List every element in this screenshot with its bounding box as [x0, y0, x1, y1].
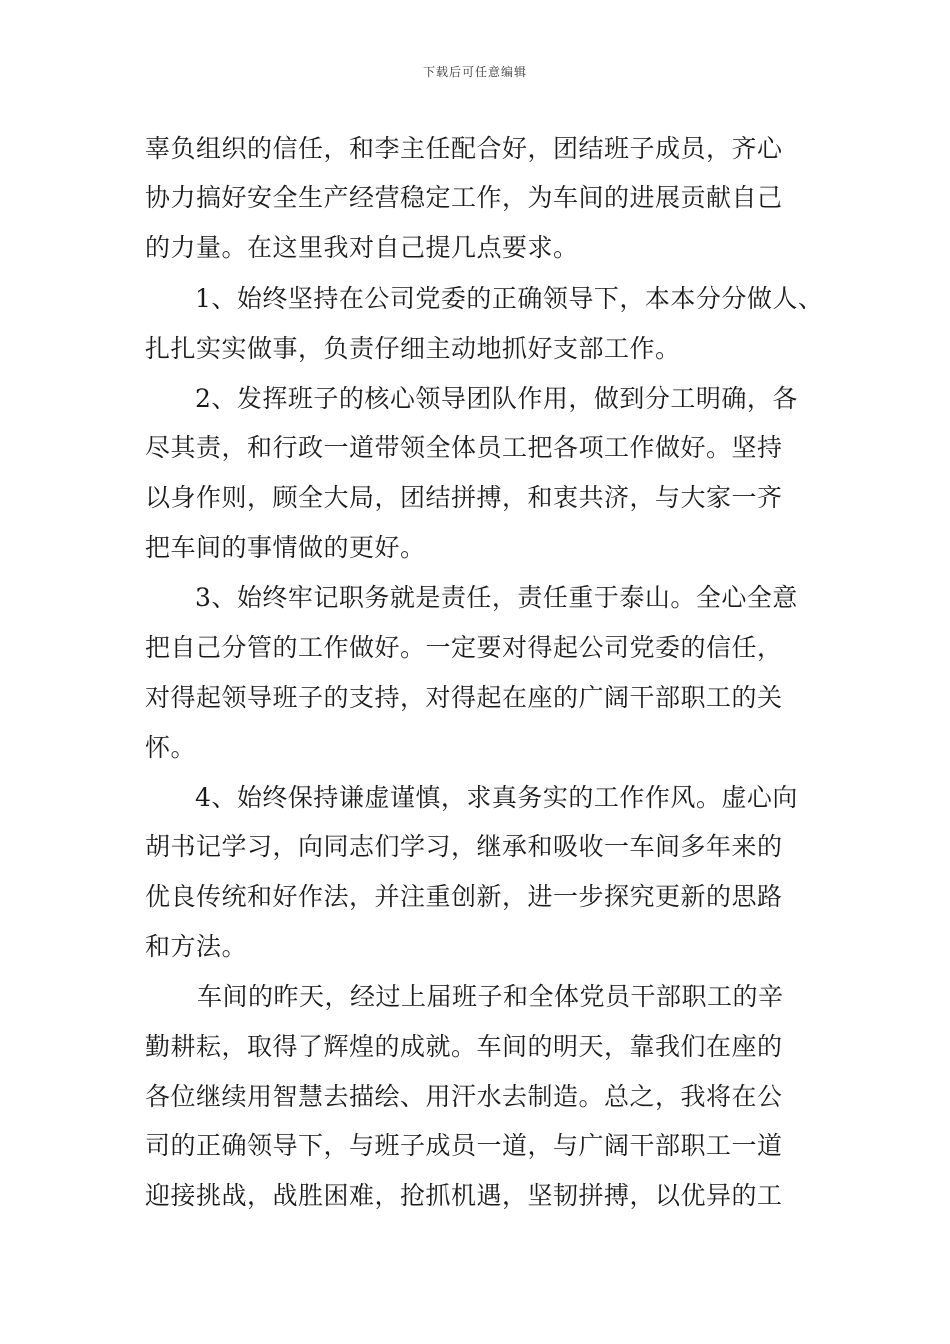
paragraph-line: 怀。 — [145, 733, 197, 762]
paragraph-line: 的力量。在这里我对自己提几点要求。 — [145, 233, 579, 262]
paragraph-line: 优良传统和好作法，并注重创新，进一步探究更新的思路 — [145, 882, 783, 911]
paragraph-line: 以身作则，顾全大局，团结拼搏，和衷共济，与大家一齐 — [145, 483, 783, 512]
paragraph-line: 尽其责，和行政一道带领全体员工把各项工作做好。坚持 — [145, 433, 783, 462]
paragraph-line: 迎接挑战，战胜困难，抢抓机遇，坚韧拼搏，以优异的工 — [145, 1181, 783, 1210]
paragraph-line: 各位继续用智慧去描绘、用汗水去制造。总之，我将在公 — [145, 1082, 783, 1111]
paragraph-line: 对得起领导班子的支持，对得起在座的广阔干部职工的关 — [145, 683, 783, 712]
paragraph-line: 勤耕耘，取得了辉煌的成就。车间的明天，靠我们在座的 — [145, 1032, 783, 1061]
paragraph-line: 1、始终坚持在公司党委的正确领导下，本本分分做人、 — [195, 284, 824, 313]
paragraph-line: 把车间的事情做的更好。 — [145, 533, 426, 562]
paragraph-line: 2、发挥班子的核心领导团队作用，做到分工明确，各 — [195, 384, 798, 413]
paragraph-line: 司的正确领导下，与班子成员一道，与广阔干部职工一道 — [145, 1131, 783, 1160]
paragraph-line: 胡书记学习，向同志们学习，继承和吸收一车间多年来的 — [145, 832, 783, 861]
paragraph-line: 车间的昨天，经过上届班子和全体党员干部职工的辛 — [197, 982, 784, 1011]
paragraph-line: 扎扎实实做事，负责仔细主动地抓好支部工作。 — [145, 334, 681, 363]
paragraph-line: 4、始终保持谦虚谨慎，求真务实的工作作风。虚心向 — [195, 783, 798, 812]
paragraph-line: 把自己分管的工作做好。一定要对得起公司党委的信任， — [145, 633, 783, 662]
paragraph-line: 辜负组织的信任，和李主任配合好，团结班子成员，齐心 — [145, 134, 783, 163]
paragraph-line: 协力搞好安全生产经营稳定工作，为车间的进展贡献自己 — [145, 183, 783, 212]
paragraph-line: 3、始终牢记职务就是责任，责任重于泰山。全心全意 — [195, 583, 798, 612]
page-header: 下载后可任意编辑 — [422, 65, 527, 79]
paragraph-line: 和方法。 — [145, 932, 248, 961]
